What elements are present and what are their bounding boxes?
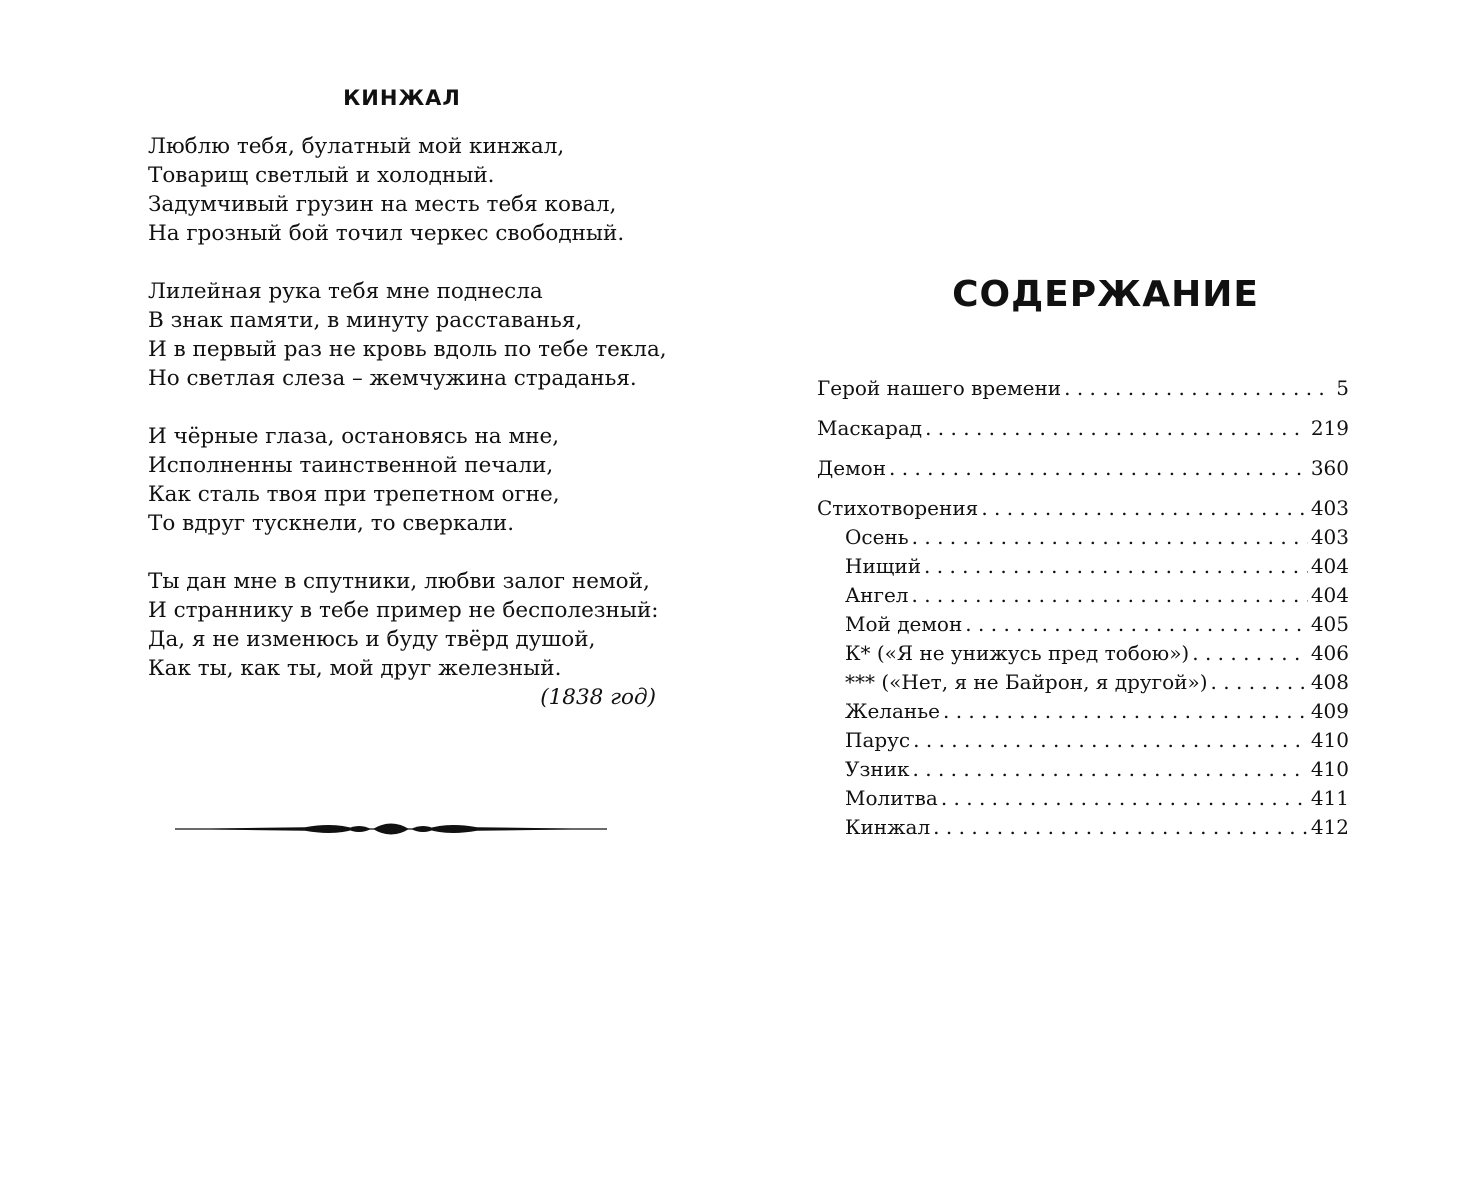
- dot-leader: [913, 755, 1308, 784]
- dot-leader: [913, 726, 1308, 755]
- toc-entry-title: Узник: [845, 757, 910, 781]
- toc-page-number: 404: [1310, 583, 1349, 607]
- verse-line: Люблю тебя, булатный мой кинжал,: [148, 134, 565, 159]
- toc-entry-title: Кинжал: [845, 815, 931, 839]
- toc-subentry: [817, 755, 1349, 784]
- dot-leader: [965, 610, 1308, 639]
- toc-page-number: 406: [1310, 641, 1349, 665]
- dot-leader: [943, 697, 1308, 726]
- verse-line: Как ты, как ты, мой друг железный.: [148, 656, 562, 681]
- toc-page-number: 412: [1310, 815, 1349, 839]
- toc-entry-title: Осень: [845, 525, 909, 549]
- verse-line: Ты дан мне в спутники, любви залог немой,: [148, 569, 650, 594]
- toc-page-number: 403: [1310, 496, 1349, 520]
- toc-entry-title: Парус: [845, 728, 911, 752]
- toc-entry-title: К* («Я не унижусь пред тобою»): [845, 641, 1190, 665]
- verse-line: Но светлая слеза – жемчужина страданья.: [148, 366, 637, 391]
- toc-page-number: 404: [1310, 554, 1349, 578]
- verse-line: И страннику в тебе пример не бесполезный:: [148, 598, 659, 623]
- toc-subentry: [817, 784, 1349, 813]
- toc-entry-title: Мой демон: [845, 612, 963, 636]
- toc-subentry: [817, 639, 1349, 668]
- dot-leader: [1064, 374, 1333, 403]
- stanza: [148, 277, 667, 393]
- toc-heading: СОДЕРЖАНИЕ: [952, 274, 1259, 315]
- toc-entry-title: Демон: [817, 456, 887, 480]
- toc-entry: [817, 374, 1349, 403]
- verse-line: В знак памяти, в минуту расставанья,: [148, 308, 583, 333]
- toc-subentry: [817, 668, 1349, 697]
- toc-subentry: [817, 581, 1349, 610]
- toc-page-number: 360: [1310, 456, 1349, 480]
- toc-entry-title: Ангел: [845, 583, 909, 607]
- poem-body: [148, 132, 667, 712]
- toc-subentry: [817, 552, 1349, 581]
- dot-leader: [933, 813, 1308, 842]
- toc-page-number: 411: [1310, 786, 1349, 810]
- dot-leader: [912, 523, 1308, 552]
- toc-entry: [817, 494, 1349, 523]
- toc-subentry: [817, 610, 1349, 639]
- verse-line: И чёрные глаза, остановясь на мне,: [148, 424, 560, 449]
- toc-page-number: 410: [1310, 728, 1349, 752]
- toc-subentry: [817, 813, 1349, 842]
- toc-page-number: 403: [1310, 525, 1349, 549]
- toc-page-number: 219: [1310, 416, 1349, 440]
- stanza: [148, 567, 659, 683]
- poem-title: КИНЖАЛ: [343, 86, 461, 110]
- toc-page-number: 405: [1310, 612, 1349, 636]
- toc-entry-title: Нищий: [845, 554, 922, 578]
- verse-line: Задумчивый грузин на месть тебя ковал,: [148, 192, 617, 217]
- toc-subentry: [817, 697, 1349, 726]
- toc-entry-title: Стихотворения: [817, 496, 979, 520]
- verse-line: Исполненны таинственной печали,: [148, 453, 554, 478]
- toc-entry-title: Герой нашего времени: [817, 376, 1062, 400]
- toc-entry-title: *** («Нет, я не Байрон, я другой»): [845, 670, 1208, 694]
- toc-entry-title: Маскарад: [817, 416, 923, 440]
- dot-leader: [981, 494, 1308, 523]
- toc-entry-title: Молитва: [845, 786, 938, 810]
- verse-line: На грозный бой точил черкес свободный.: [148, 221, 625, 246]
- toc-page-number: 408: [1310, 670, 1349, 694]
- dot-leader: [925, 414, 1308, 443]
- verse-line: Как сталь твоя при трепетном огне,: [148, 482, 560, 507]
- verse-line: Да, я не изменюсь и буду твёрд душой,: [148, 627, 596, 652]
- dot-leader: [889, 454, 1308, 483]
- toc-page-number: 409: [1310, 699, 1349, 723]
- verse-line: Товарищ светлый и холодный.: [148, 163, 495, 188]
- toc-entry: [817, 414, 1349, 443]
- table-of-contents: [817, 374, 1349, 842]
- stanza: [148, 422, 656, 538]
- verse-line: Лилейная рука тебя мне поднесла: [148, 279, 543, 304]
- toc-entry: [817, 454, 1349, 483]
- toc-page-number: 5: [1336, 376, 1349, 400]
- verse-line: И в первый раз не кровь вдоль по тебе текла,: [148, 337, 667, 362]
- dot-leader: [1211, 668, 1308, 697]
- verse-line: То вдруг тускнели, то сверкали.: [148, 511, 515, 536]
- decorative-divider-icon: [175, 812, 607, 846]
- dot-leader: [1192, 639, 1308, 668]
- toc-page-number: 410: [1310, 757, 1349, 781]
- toc-entry-title: Желанье: [845, 699, 940, 723]
- dot-leader: [924, 552, 1308, 581]
- dot-leader: [912, 581, 1308, 610]
- dot-leader: [941, 784, 1308, 813]
- toc-subentry: [817, 523, 1349, 552]
- stanza: [148, 132, 656, 248]
- poem-date: (1838 год): [540, 685, 656, 710]
- toc-subentry: [817, 726, 1349, 755]
- right-page: [737, 0, 1474, 1190]
